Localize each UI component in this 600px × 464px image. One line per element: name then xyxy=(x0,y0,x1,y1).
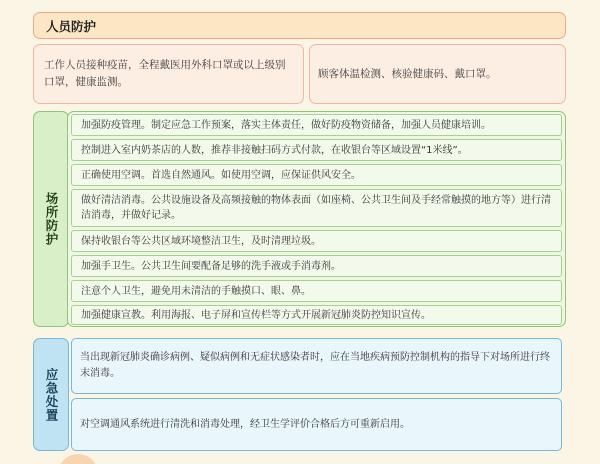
venue-item xyxy=(71,114,562,136)
venue-item-text: 加强手卫生。公共卫生间要配备足够的洗手液或手消毒剂。 xyxy=(81,260,341,272)
venue-item xyxy=(71,255,562,277)
venue-item-text: 加强健康宣教。利用海报、电子屏和宣传栏等方式开展新冠肺炎防控知识宣传。 xyxy=(81,309,431,321)
venue-item-text: 做好清洁消毒。公共设施设备及高频接触的物体表面（如座椅、公共卫生间及手经常触摸的地方等）进行清洁消毒，并做好记录。 xyxy=(81,195,551,221)
customer-protection-text: 顾客体温检测、核验健康码、戴口罩。 xyxy=(318,67,497,80)
venue-item xyxy=(71,139,562,161)
personnel-protection-header xyxy=(33,12,566,39)
customer-protection-box xyxy=(309,44,566,104)
venue-protection-label-box xyxy=(33,111,69,327)
venue-item xyxy=(71,280,562,302)
venue-item xyxy=(71,305,562,325)
venue-item-text: 保持收银台等公共区域环境整洁卫生，及时清理垃圾。 xyxy=(81,235,321,247)
emergency-item-text: 当出现新冠肺炎确诊病例、疑似病例和无症状感染者时，应在当地疾病预防控制机构的指导下对场所进行终末消毒。 xyxy=(80,352,550,379)
venue-item xyxy=(71,164,562,186)
staff-protection-text: 工作人员接种疫苗，全程戴医用外科口罩或以上级别口罩，健康监测。 xyxy=(44,59,286,88)
venue-item-text: 正确使用空调。首选自然通风。如使用空调，应保证供风安全。 xyxy=(81,169,361,181)
staff-protection-box xyxy=(33,44,304,104)
decorative-shape xyxy=(58,454,98,464)
venue-item-text: 注意个人卫生，避免用未清洁的手触摸口、眼、鼻。 xyxy=(81,285,311,297)
emergency-item-text: 对空调通风系统进行清洗和消毒处理，经卫生学评价合格后方可重新启用。 xyxy=(80,418,410,430)
venue-item-text: 控制进入室内奶茶店的人数，推荐非接触扫码方式付款，在收银台等区域设置“1米线”。 xyxy=(81,144,468,156)
emergency-item xyxy=(71,338,562,394)
emergency-item xyxy=(71,398,562,451)
venue-item xyxy=(71,230,562,252)
venue-item-text: 加强防疫管理。制定应急工作预案，落实主体责任，做好防疫物资储备，加强人员健康培训。 xyxy=(81,119,491,131)
emergency-handling-label-box xyxy=(33,338,69,451)
venue-protection-label: 场所防护 xyxy=(44,192,59,246)
personnel-protection-title: 人员防护 xyxy=(46,18,97,34)
venue-item xyxy=(71,189,562,227)
emergency-handling-label: 应急处置 xyxy=(44,367,59,422)
